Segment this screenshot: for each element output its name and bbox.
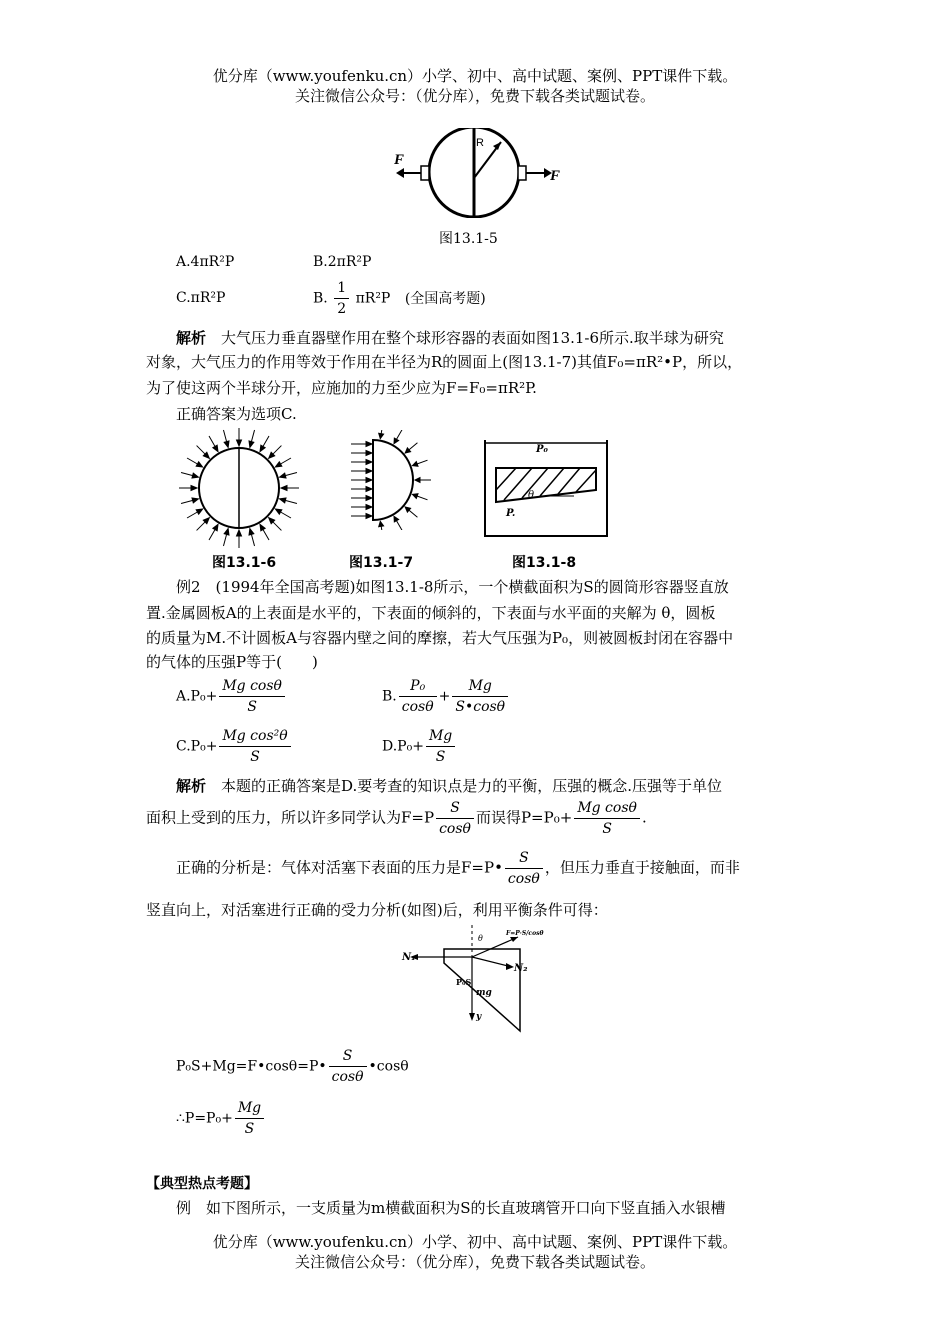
pressure-arrowhead <box>237 440 242 446</box>
pressure-arrowhead <box>281 486 287 491</box>
example-2-line-1: 例2 (1994年全国高考题)如图13.1-8所示，一个横截面积为S的圆筒形容器竖直放 <box>176 578 729 596</box>
pressure-arrowhead <box>366 505 372 510</box>
pressure-arrowhead <box>260 445 265 451</box>
label-y: y <box>476 1012 482 1022</box>
pressure-arrowhead <box>280 473 286 478</box>
analysis-2-line-1: 解析 本题的正确答案是D.要考查的知识点是力的平衡，压强的概念.压强等于单位 <box>176 777 723 795</box>
pressure-arrowhead <box>415 478 420 483</box>
pressure-arrowhead <box>224 441 229 447</box>
pressure-arrowhead <box>224 529 229 535</box>
option-2b: B. $\frac{\text{P₀}}{\cos\theta}$ + $\frac{Mg}{S•\cos\theta}$ <box>382 676 510 717</box>
pressure-arrowhead <box>412 494 418 499</box>
example-2-line-4: 的气体的压强P等于( ) <box>146 653 318 671</box>
pressure-arrowhead <box>366 487 372 492</box>
pressure-arrowhead <box>366 514 372 519</box>
pressure-arrowhead <box>213 445 218 451</box>
option-d: B. $\frac{1}{2}$ πR²P (全国高考题) <box>313 280 486 317</box>
pressure-arrowhead <box>192 498 198 503</box>
option-a: A.4πR²P <box>176 254 235 270</box>
pressure-arrowhead <box>412 462 418 467</box>
analysis-1-line-2: 对象，大气压力的作用等效于作用在半径为R的圆面上(图13.1-7)其值F₀=πR²•P，所以， <box>146 353 743 371</box>
label-r: R <box>476 137 484 149</box>
pressure-arrowhead <box>192 473 198 478</box>
pressure-arrowhead <box>280 498 286 503</box>
figure-13-1-8 <box>482 440 612 540</box>
label-f-left: F <box>394 152 405 168</box>
pressure-arrowhead <box>366 469 372 474</box>
figure-13-1-7 <box>345 430 435 530</box>
pressure-arrowhead <box>249 529 254 535</box>
analysis-1-line-1: 解析 大气压力垂直器壁作用在整个球形容器的表面如图13.1-6所示.取半球为研究 <box>176 329 724 347</box>
pressure-arrowhead <box>379 521 384 526</box>
pressure-arrowhead <box>275 509 281 514</box>
example-2-line-2: 置.金属圆板A的上表面是水平的，下表面的倾斜的，下表面与水平面的夹解为 θ，圆板 <box>146 604 716 622</box>
pressure-arrowhead <box>394 438 399 444</box>
pressure-arrowhead <box>366 478 372 483</box>
option-b: B.2πR²P <box>313 254 372 270</box>
label-p: P. <box>506 508 516 519</box>
label-f-right: F <box>550 168 561 184</box>
pressure-arrowhead <box>260 524 265 530</box>
label-p0: P₀ <box>536 444 548 455</box>
label-theta: θ <box>528 490 535 501</box>
label-theta-fbd: θ <box>478 934 483 943</box>
pressure-arrowhead <box>191 486 197 491</box>
label-n1: N₁ <box>402 952 416 963</box>
pressure-arrowhead <box>379 433 384 438</box>
analysis-2-line-2: 面积上受到的压力，所以许多同学认为F=P $\frac{S}{\cos\theta}$ 而误得P=P₀+ $\frac{\text{Mg cosθ}}{S}$ . <box>146 800 647 837</box>
hot-example-line-1: 例 如下图所示，一支质量为m横截面积为S的长直玻璃管开口向下竖直插入水银槽 <box>176 1199 726 1217</box>
footer-line-2: 关注微信公众号：（优分库），免费下载各类试题试卷。 <box>294 1253 655 1271</box>
pressure-arrowhead <box>394 516 399 522</box>
pressure-arrowhead <box>237 530 242 536</box>
option-2d: D.P₀+ $\frac{Mg}{S}$ <box>382 726 457 767</box>
analysis-1-answer: 正确答案为选项C. <box>176 405 297 423</box>
option-c: C.πR²P <box>176 290 226 306</box>
figure-caption-13-1-8: 图13.1-8 <box>512 555 577 571</box>
analysis-2-line-3: 正确的分析是：气体对活塞下表面的压力是F=P• $\frac{S}{\cos\theta}$ ，但压力垂直于接触面，而非 <box>176 850 740 887</box>
pressure-arrowhead <box>196 462 202 467</box>
pressure-arrowhead <box>275 462 281 467</box>
equation-1: P₀S+Mg=F•cosθ=P• $\frac{S}{\cos\theta}$ •cosθ <box>176 1048 409 1085</box>
label-mg: mg <box>476 988 492 998</box>
free-body-diagram <box>400 925 570 1045</box>
figure-caption-13-1-7: 图13.1-7 <box>349 555 414 571</box>
header-line-1: 优分库（www.youfenku.cn）小学、初中、高中试题、案例、PPT课件下载。 <box>212 67 738 85</box>
equation-2: ∴P=P₀+ $\frac{Mg}{S}$ <box>176 1098 266 1139</box>
pressure-arrowhead <box>366 496 372 501</box>
header-line-2: 关注微信公众号：（优分库），免费下载各类试题试卷。 <box>294 87 655 105</box>
pressure-arrowhead <box>366 451 372 456</box>
pressure-arrowhead <box>366 460 372 465</box>
label-p0s: P₀S <box>456 977 472 987</box>
pressure-arrowhead <box>196 509 202 514</box>
figure-caption-13-1-6: 图13.1-6 <box>212 555 277 571</box>
label-f-fbd: F=P·S/cosθ <box>506 930 544 937</box>
pressure-arrowhead <box>366 442 372 447</box>
example-2-line-3: 的质量为M.不计圆板A与容器内壁之间的摩擦，若大气压强为P₀，则被圆板封闭在容器中 <box>146 629 734 647</box>
analysis-1-line-3: 为了使这两个半球分开，应施加的力至少应为F=F₀=πR²P. <box>146 379 537 397</box>
figure-13-1-6 <box>176 425 302 551</box>
pressure-arrowhead <box>249 441 254 447</box>
footer-line-1: 优分库（www.youfenku.cn）小学、初中、高中试题、案例、PPT课件下载。 <box>212 1233 738 1251</box>
analysis-2-line-4: 竖直向上，对活塞进行正确的受力分析(如图)后，利用平衡条件可得： <box>146 901 608 919</box>
figure-caption-13-1-5: 图13.1-5 <box>439 231 498 247</box>
label-n2: N₂ <box>514 963 528 974</box>
option-2a: A.P₀+ $\frac{\text{Mg cosθ}}{S}$ <box>176 676 287 717</box>
section-title: 【典型热点考题】 <box>146 1176 258 1192</box>
figure-13-1-5 <box>388 128 568 218</box>
pressure-arrowhead <box>213 524 218 530</box>
option-2c: C.P₀+ $\frac{\text{Mg cos²θ}}{S}$ <box>176 726 293 767</box>
